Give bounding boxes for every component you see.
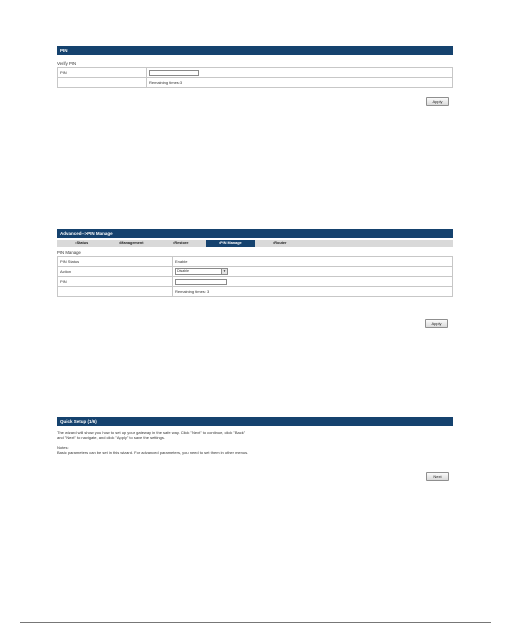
pin-entry-cell	[173, 277, 453, 287]
notes-text: Basic parameters can be set in this wizard. For advanced parameters, you need to set them in other menus.	[57, 450, 249, 455]
page-divider	[20, 622, 491, 623]
pin-apply-button[interactable]: Apply	[426, 97, 449, 106]
wizard-intro-line-2: and "Next" to navigate, and click "Apply" to save the settings.	[57, 435, 165, 440]
wizard-intro-line-1: The wizard will show you how to set up your gateway in the safe way. Click "Next" to continue, click "Back"	[57, 430, 246, 435]
manage-remaining-row	[58, 287, 453, 297]
pin-entry-label: PIN	[58, 277, 173, 287]
quick-setup-panel	[57, 417, 453, 455]
action-label: Action	[58, 267, 173, 277]
advanced-tabs	[57, 240, 453, 247]
manage-remaining-times: Remaining times: 3	[173, 287, 453, 297]
pin-label: PIN	[58, 68, 147, 78]
pin-row	[58, 68, 453, 78]
remaining-times: Remaining times:3	[147, 78, 453, 88]
tab-pin-manage[interactable]: •PIN Manage	[206, 240, 256, 247]
tab-restore[interactable]: •Restore	[173, 241, 189, 245]
verify-pin-subtitle: Verify PIN	[57, 61, 77, 66]
pin-verify-panel	[57, 46, 453, 88]
action-select[interactable]	[175, 268, 228, 275]
pin-manage-panel	[57, 229, 453, 297]
tab-status[interactable]: •Status	[75, 241, 89, 245]
pin-input-cell	[147, 68, 453, 78]
pin-entry-row	[58, 277, 453, 287]
pin-manage-input[interactable]	[175, 279, 227, 285]
pin-manage-table	[57, 256, 453, 297]
next-button[interactable]: Next	[426, 472, 449, 481]
pin-input[interactable]	[149, 70, 199, 76]
pin-status-row	[58, 257, 453, 267]
pin-status-label: PIN Status	[58, 257, 173, 267]
remaining-row	[58, 78, 453, 88]
notes-label: Notes:	[57, 445, 69, 450]
pin-manage-subtitle: PIN Manage	[57, 250, 81, 255]
action-select-value: Disable	[177, 269, 189, 273]
chevron-down-icon[interactable]: ▼	[223, 269, 226, 273]
pin-status-value: Enable	[173, 257, 453, 267]
tab-router[interactable]: •Router	[272, 241, 287, 245]
pin-manage-apply-button[interactable]: Apply	[425, 319, 448, 328]
pin-panel-title: PIN	[57, 46, 453, 55]
action-row	[58, 267, 453, 277]
quick-setup-title: Quick Setup (1/6)	[57, 417, 453, 426]
tab-management[interactable]: •Management	[118, 241, 144, 245]
pin-verify-table	[57, 67, 453, 88]
pin-manage-title: Advanced-->PIN Manage	[57, 229, 453, 238]
action-select-cell	[173, 267, 453, 277]
